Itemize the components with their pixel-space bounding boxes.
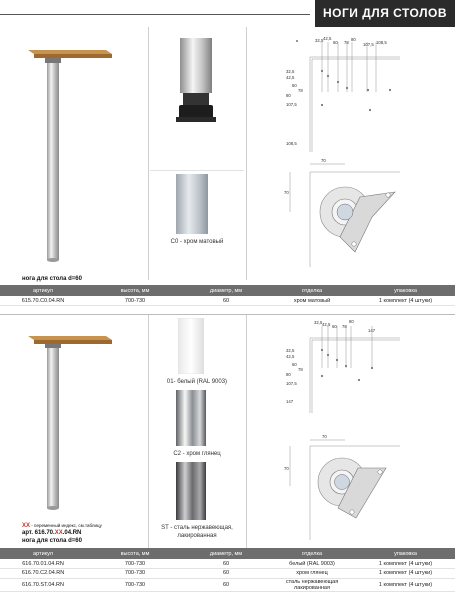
dim-label: 80 (351, 37, 356, 42)
xx-index: XX (22, 523, 31, 529)
column-divider (148, 27, 149, 280)
dim-label: 78 (344, 40, 349, 45)
dim-label: 80 (286, 93, 291, 98)
page-title: НОГИ ДЛЯ СТОЛОВ (315, 0, 455, 27)
dim-label: 60 (333, 40, 338, 45)
column-divider (246, 315, 247, 548)
header-rule (0, 14, 310, 15)
dimension-drawing (260, 318, 450, 544)
table-row (0, 559, 455, 569)
dim-label: 80 (286, 372, 291, 377)
matte-chrome-swatch (176, 174, 208, 234)
leg-label: нога для стола d=60 (22, 538, 82, 544)
column-header: высота, мм (86, 285, 184, 296)
article-xx: XX (54, 530, 63, 536)
column-header: диаметр, мм (184, 285, 268, 296)
gloss-chrome-swatch (176, 390, 206, 446)
dim-label: 107,5 (363, 42, 374, 47)
variable-index-note (22, 522, 102, 530)
dim-label: 42,5 (322, 322, 331, 327)
dim-label: 80 (349, 319, 354, 324)
dim-label: 147 (286, 399, 294, 404)
column-divider (246, 27, 247, 280)
column-header: упаковка (356, 285, 455, 296)
dimension-drawing (260, 32, 450, 272)
white-swatch (178, 318, 204, 374)
table-cell: 1 комплект (4 штуки) (356, 569, 455, 579)
leg-label: нога для стола d=60 (22, 276, 82, 282)
column-header: артикул (0, 548, 86, 559)
finish-caption: 01- белый (RAL 9003) (166, 379, 228, 385)
dim-label: 70 (284, 190, 289, 195)
table-leg-image (28, 328, 118, 518)
dim-label: 108,5 (376, 40, 387, 45)
column-divider (148, 315, 149, 548)
table-cell: 700-730 (86, 578, 184, 591)
column-header: отделка (268, 548, 356, 559)
spec-table-top (0, 285, 455, 306)
table-cell: 60 (184, 578, 268, 591)
finish-caption: C2 - хром глянец (173, 451, 221, 457)
table-row (0, 578, 455, 591)
column-header: артикул (0, 285, 86, 296)
xx-note: - переменный индекс, см.таблицу (30, 523, 102, 528)
dim-label: 107,5 (286, 102, 297, 107)
dim-label: 70 (284, 466, 289, 471)
table-cell: 1 комплект (4 штуки) (356, 578, 455, 591)
image-divider (150, 170, 244, 171)
table-cell: 616.70.01.04.RN (0, 559, 86, 569)
dim-label: 78 (298, 88, 303, 93)
table-cell: сталь нержавеющая лакированная (268, 578, 356, 591)
table-cell: хром матовый (268, 296, 356, 306)
table-cell: 700-730 (86, 296, 184, 306)
dim-label: 107,5 (286, 381, 297, 386)
table-cell: 700-730 (86, 559, 184, 569)
table-cell: 616.70.ST.04.RN (0, 578, 86, 591)
leg-connector-image (168, 38, 224, 163)
column-header: диаметр, мм (184, 548, 268, 559)
article-prefix: арт. 616.70. (22, 530, 55, 536)
table-cell: белый (RAL 9003) (268, 559, 356, 569)
table-cell: хром глянец (268, 569, 356, 579)
column-header: высота, мм (86, 548, 184, 559)
stainless-steel-swatch (176, 462, 206, 520)
dim-label: 108,5 (286, 141, 297, 146)
dim-label: 32,5 (314, 320, 323, 325)
dim-label: 32,5 (315, 38, 324, 43)
dim-label: 78 (298, 367, 303, 372)
dim-label: 70 (322, 434, 327, 439)
article-suffix: .04.RN (62, 530, 82, 536)
table-cell: 616.70.C2.04.RN (0, 569, 86, 579)
table-cell: 60 (184, 559, 268, 569)
dim-label: 60 (332, 324, 337, 329)
dim-label: 42,5 (323, 36, 332, 41)
section-divider (0, 314, 455, 315)
dim-label: 60 (292, 362, 297, 367)
dim-label: 42,5 (286, 354, 295, 359)
table-cell: 60 (184, 569, 268, 579)
table-cell: 1 комплект (4 штуки) (356, 559, 455, 569)
finish-caption: ST - сталь нержавеющая, лакированная (161, 525, 233, 539)
dim-label: 60 (292, 83, 297, 88)
column-header: упаковка (356, 548, 455, 559)
finish-caption: C0 - хром матовый (170, 239, 224, 245)
table-row (0, 569, 455, 579)
table-cell: 615.70.C0.04.RN (0, 296, 86, 306)
column-header: отделка (268, 285, 356, 296)
dim-label: 147 (368, 328, 376, 333)
spec-table-bottom (0, 548, 455, 592)
table-cell: 1 комплект (4 штуки) (356, 296, 455, 306)
article-number (22, 530, 81, 537)
dim-label: 32,5 (286, 348, 295, 353)
table-row (0, 296, 455, 306)
dim-label: 70 (321, 158, 326, 163)
table-leg-image (28, 40, 118, 270)
table-cell: 700-730 (86, 569, 184, 579)
dim-label: 32,5 (286, 69, 295, 74)
table-cell: 60 (184, 296, 268, 306)
dim-label: 42,5 (286, 75, 295, 80)
dim-label: 78 (342, 324, 347, 329)
